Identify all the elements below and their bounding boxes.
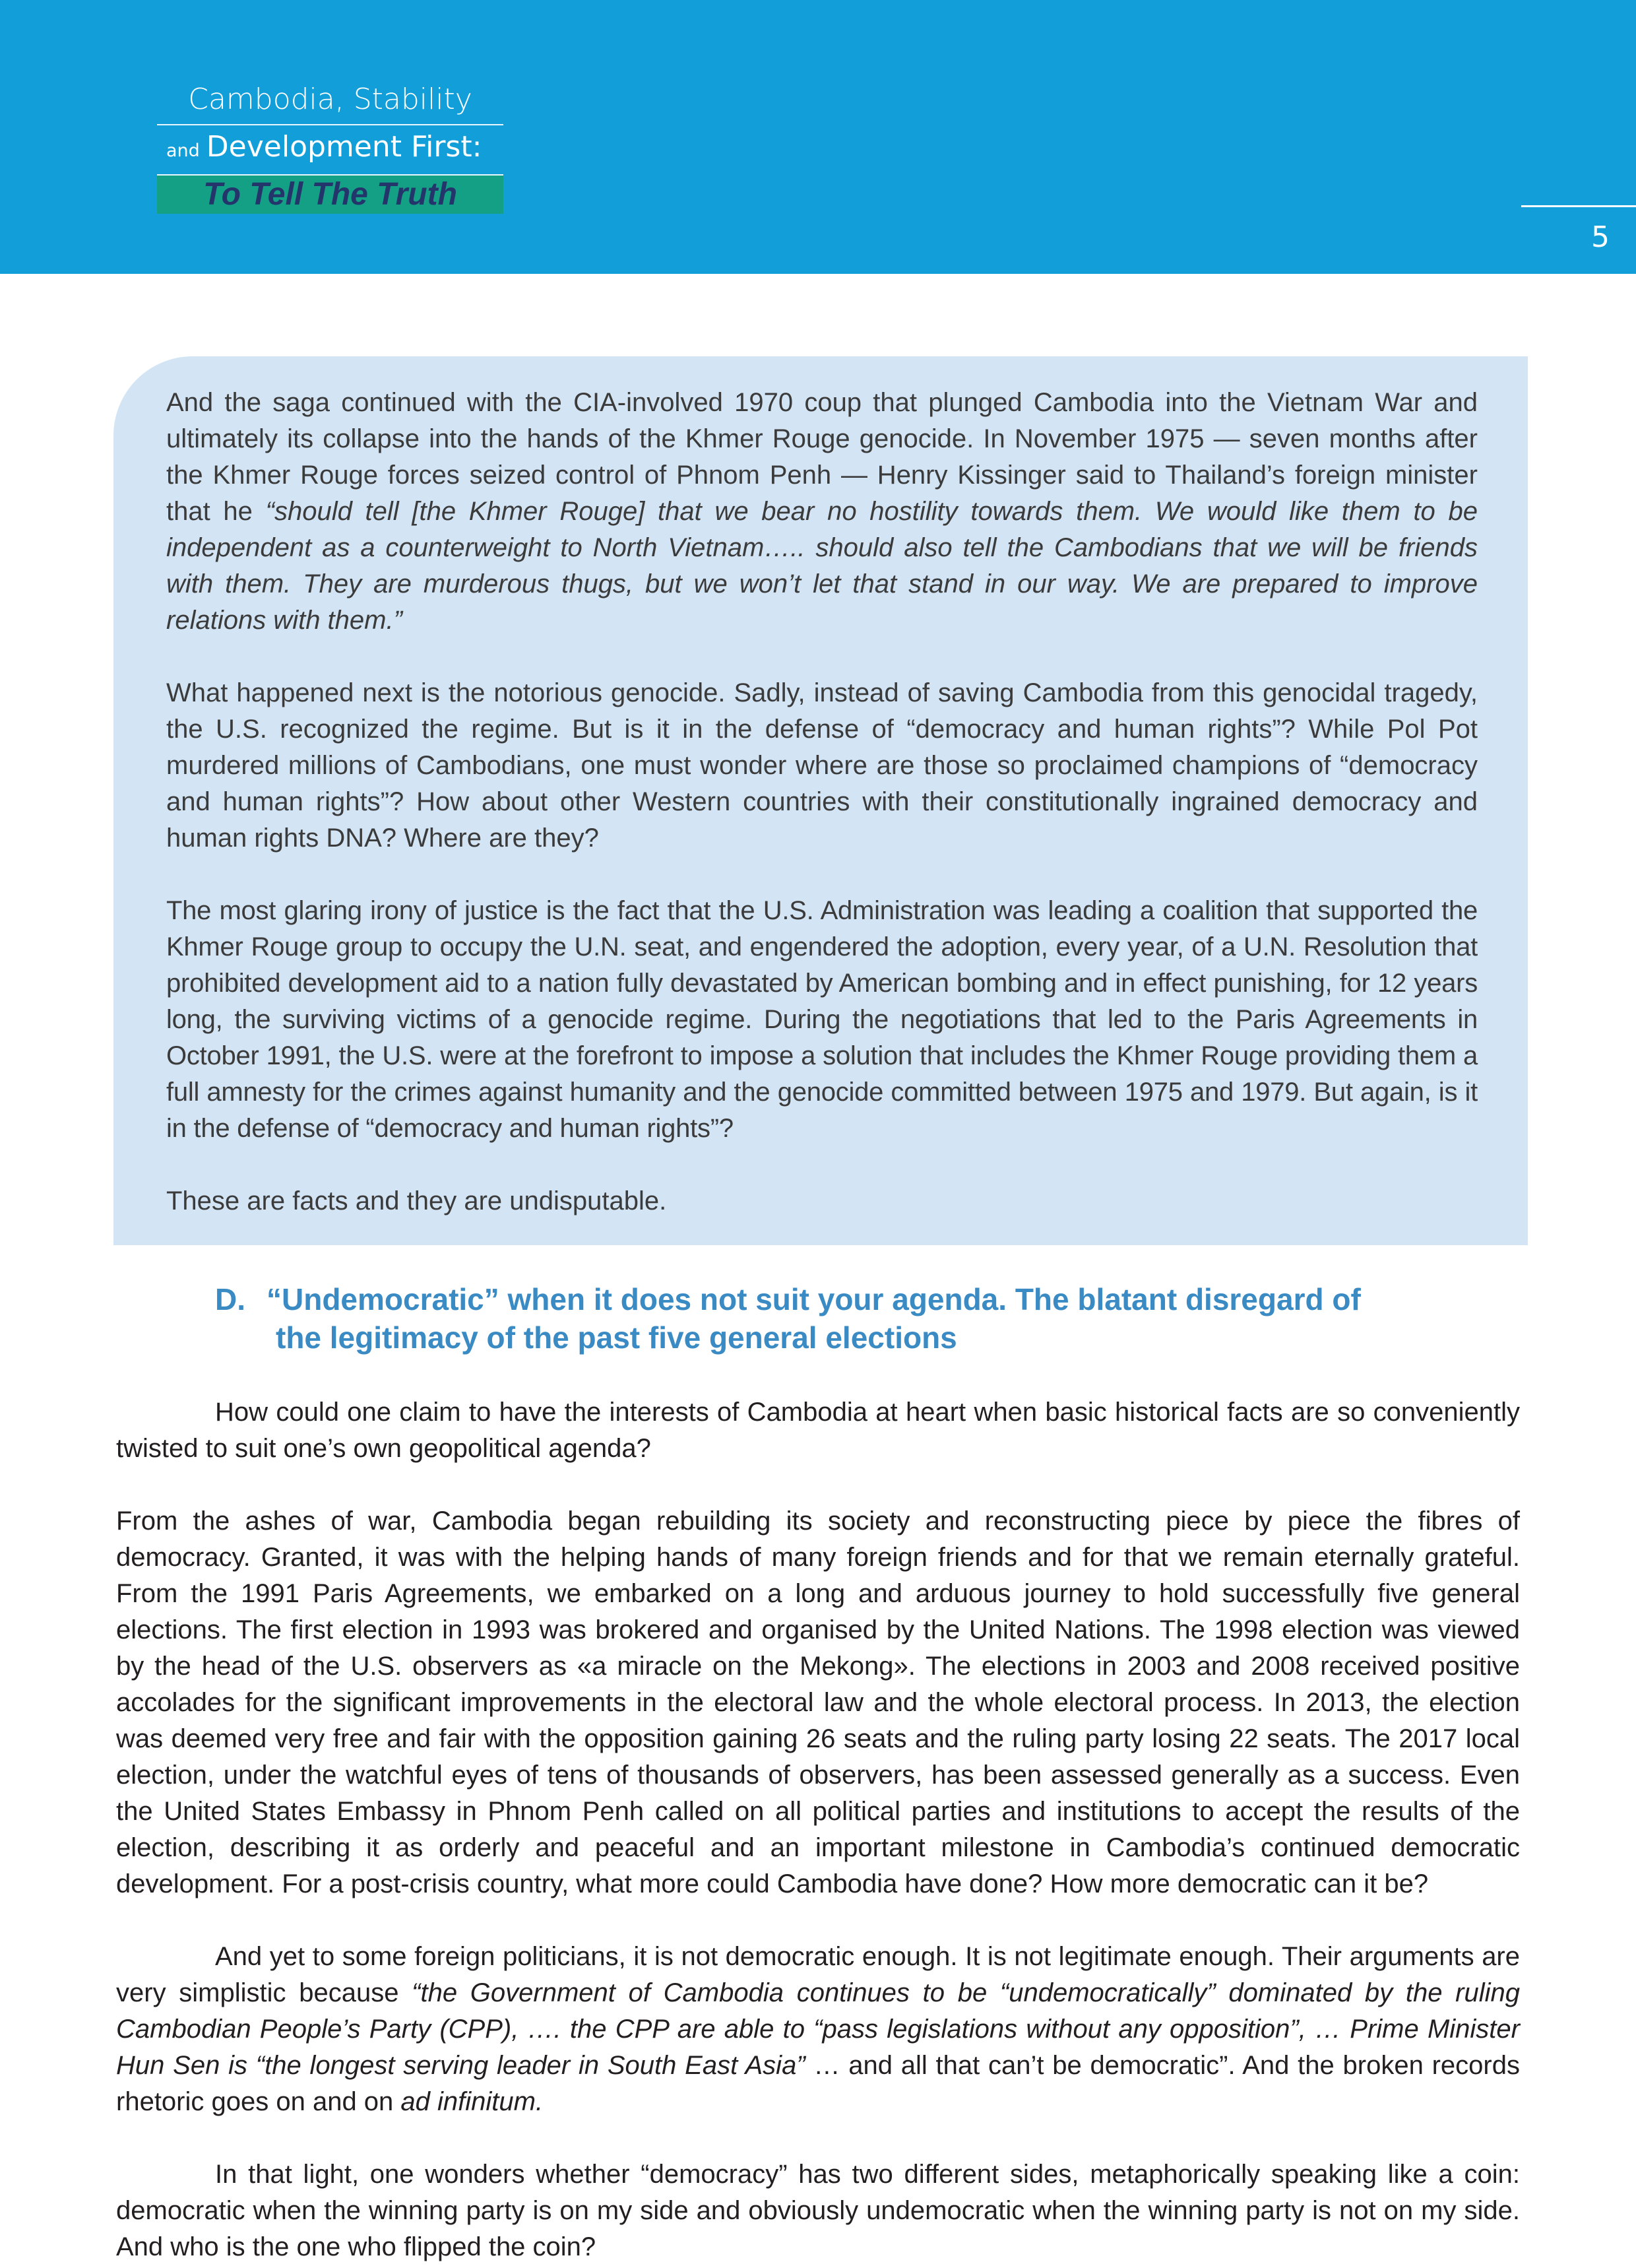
- brand-tagline: To Tell The Truth: [157, 176, 503, 214]
- section-letter: D.: [215, 1282, 245, 1316]
- publication-brand: [157, 78, 503, 214]
- section-heading: [215, 1280, 1520, 1357]
- brand-divider-2: [157, 174, 503, 176]
- section-title-line1: “Undemocratic” when it does not suit your agenda. The blatant disregard of: [267, 1282, 1361, 1316]
- body-paragraph-3-latin: ad infinitum.: [400, 2087, 544, 2116]
- brand-title-line2-text: Development First:: [206, 130, 482, 164]
- brand-title-line1: Cambodia, Stability: [188, 82, 472, 116]
- panel-paragraph-2: What happened next is the notorious genocide. Sadly, instead of saving Cambodia from this genocidal tragedy, the U.S. recognized the regime. But is it in the defense of “democracy and human rights”? While Pol Pot murdered millions of Cambodians, one must wonder where are those so proclaimed champions of “democracy and human rights”? How about other Western countries with their constitutionally ingrained democracy and human rights DNA? Where are they?: [166, 678, 1478, 853]
- panel-paragraph-3: The most glaring irony of justice is the fact that the U.S. Administration was leading a coalition that supported the Khmer Rouge group to occupy the U.N. seat, and engendered the adoption, every year, of a U.N. Resolution that prohibited development aid to a nation fully devastated by American bombing and in effect punishing, for 12 years long, the surviving victims of a genocide regime. During the negotiations that led to the Paris Agreements in October 1991, the U.S. were at the forefront to impose a solution that includes the Khmer Rouge providing them a full amnesty for the crimes against humanity and the genocide committed between 1975 and 1979. But again, is it in the defense of “democracy and human rights”?: [166, 896, 1478, 1143]
- panel-paragraph-4: These are facts and they are undisputable.: [166, 1186, 667, 1215]
- body-paragraph-2: From the ashes of war, Cambodia began rebuilding its society and reconstructing piece by piece the fibres of democracy. Granted, it was with the helping hands of many foreign friends and for that we remain eternally grateful. From the 1991 Paris Agreements, we embarked on a long and arduous journey to hold successfully five general elections. The first election in 1993 was brokered and organised by the United Nations. The 1998 election was viewed by the head of the U.S. observers as «a miracle on the Mekong». The elections in 2003 and 2008 received positive accolades for the significant improvements in the electoral law and the whole electoral process. In 2013, the election was deemed very free and fair with the opposition gaining 26 seats and the ruling party losing 22 seats. The 2017 local election, under the watchful eyes of tens of thousands of observers, has been assessed generally as a success. Even the United States Embassy in Phnom Penh called on all political parties and institutions to accept the results of the election, describing it as orderly and peaceful and an important milestone in Cambodia’s continued democratic development. For a post-crisis country, what more could Cambodia have done? How more democratic can it be?: [116, 1507, 1520, 1898]
- section-title-line2: the legitimacy of the past five general elections: [276, 1320, 957, 1355]
- brand-divider: [157, 124, 503, 125]
- body-paragraph-3-text-c: … and all that can’t be democratic”. And the broken records rhetoric goes on and on: [116, 2051, 1520, 2116]
- brand-and: and: [166, 141, 200, 161]
- brand-title-line2: [157, 125, 503, 173]
- header-band: [0, 0, 1636, 274]
- panel-paragraph-1: [166, 385, 1478, 639]
- body-text: [116, 1394, 1520, 2265]
- highlight-panel-text: [166, 385, 1478, 1219]
- body-paragraph-3: [116, 1939, 1520, 2120]
- kissinger-quote: “should tell [the Khmer Rouge] that we bear no hostility towards them. We would like them to be independent as a counterweight to North Vietnam….. should also tell the Cambodians that we will be friends with them. They are murderous thugs, but we won’t let that stand in our way. We are prepared to improve relations with them.”: [166, 497, 1478, 635]
- body-paragraph-4: In that light, one wonders whether “democracy” has two different sides, metaphorically speaking like a coin: democratic when the winning party is on my side and obviously undemocratic when the winning party is not on my side. And who is the one who flipped the coin?: [116, 2160, 1520, 2261]
- page-number-rule: [1521, 205, 1636, 207]
- page-number: 5: [1591, 220, 1610, 254]
- body-paragraph-1: How could one claim to have the interests of Cambodia at heart when basic historical facts are so conveniently twisted to suit one’s own geopolitical agenda?: [116, 1398, 1520, 1463]
- body-paragraph-3-text-a: And yet to some foreign politicians, it is not democratic enough. It is not legitimate enough. Their arguments are very simplistic because: [116, 1942, 1520, 2007]
- panel-paragraph-1-text: And the saga continued with the CIA-involved 1970 coup that plunged Cambodia into the Vietnam War and ultimately its collapse into the hands of the Khmer Rouge genocide. In November 1975 — seven months after the Khmer Rouge forces seized control of Phnom Penh — Henry Kissinger said to Thailand’s foreign minister that he: [166, 388, 1478, 526]
- body-paragraph-3-quote: “the Government of Cambodia continues to be “undemocratically” dominated by the ruling Cambodian People’s Party (CPP), …. the CPP are able to “pass legislations without any opposition”, … Prime Minister Hun Sen is “the longest serving leader in South East Asia”: [116, 1978, 1520, 2080]
